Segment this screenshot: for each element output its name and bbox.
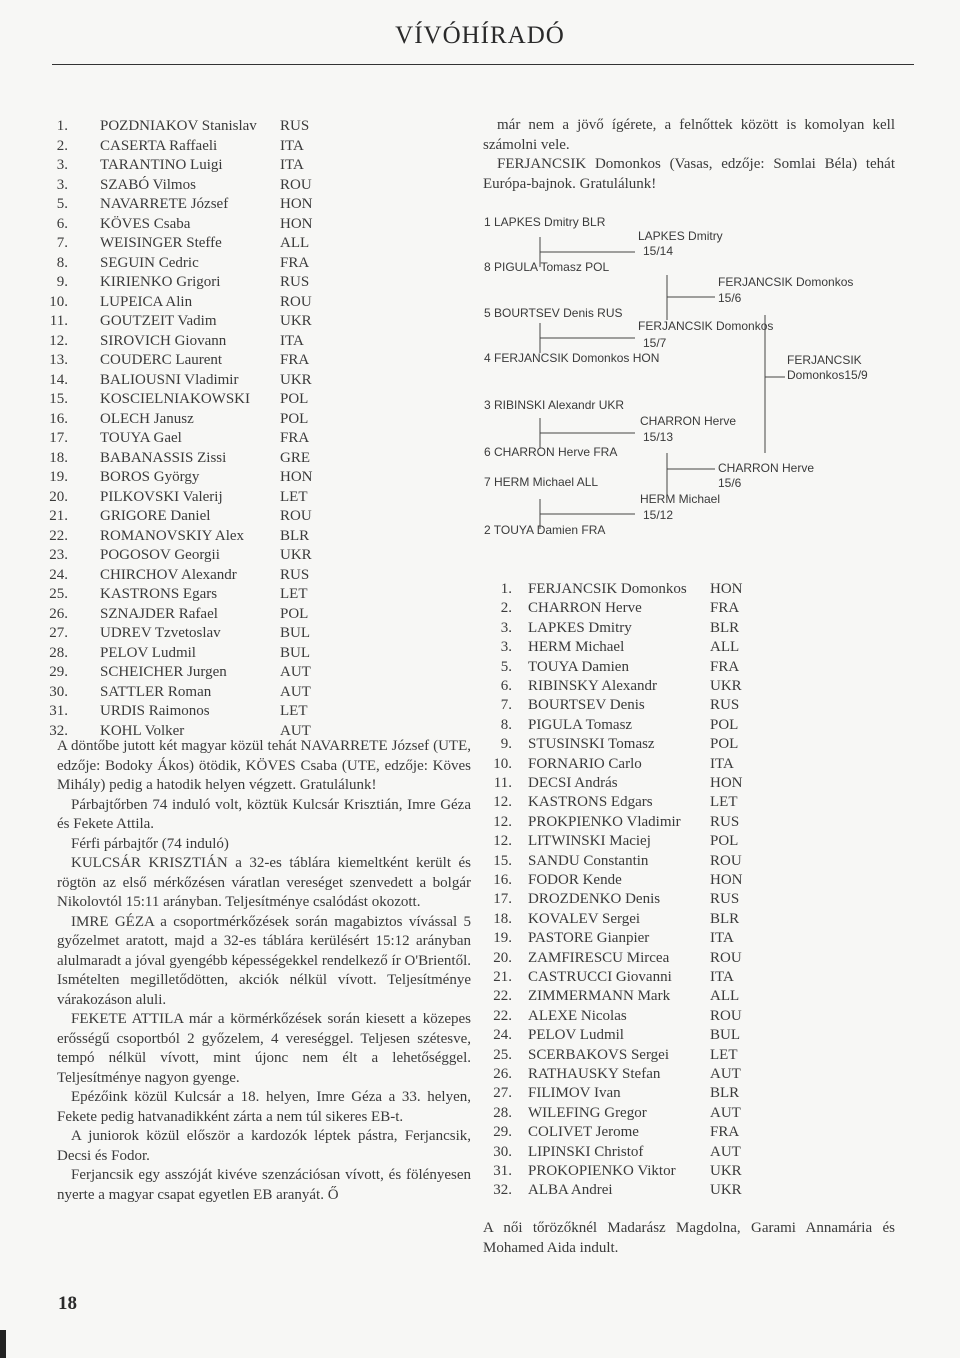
ranking-place: 21. <box>493 969 512 985</box>
junior-sabre-bracket <box>470 205 910 545</box>
ranking-country: RUS <box>710 813 740 830</box>
ranking-country: UKR <box>280 313 312 329</box>
ranking-name: WEISINGER Steffe <box>100 235 222 251</box>
ranking-country: AUT <box>710 1104 741 1121</box>
ranking-place: 1. <box>56 118 68 134</box>
ranking-name: DROZDENKO Denis <box>528 891 661 908</box>
ranking-name: GRIGORE Daniel <box>100 508 211 524</box>
ranking-name: LIPINSKI Christof <box>528 1143 644 1160</box>
ranking-place: 18. <box>493 910 512 927</box>
ranking-name: HERM Michael <box>528 639 625 656</box>
bracket-sf2-score: 15/6 <box>718 476 742 490</box>
ranking-name: PELOV Ludmil <box>528 1027 624 1044</box>
ranking-name: CHIRCHOV Alexandr <box>100 566 237 583</box>
ranking-place: 32. <box>493 1182 512 1199</box>
ranking-name: TOUYA Gael <box>100 430 182 446</box>
ranking-place: 1. <box>500 581 512 597</box>
ranking-name: GOUTZEIT Vadim <box>100 313 217 329</box>
ranking-place: 8. <box>56 254 68 271</box>
ranking-name: CASERTA Raffaeli <box>100 137 218 154</box>
ranking-country: UKR <box>280 547 312 563</box>
ranking-name: FERJANCSIK Domonkos <box>528 581 687 597</box>
ranking-country: FRA <box>280 352 310 368</box>
ranking-country: GRE <box>280 449 310 466</box>
ranking-country: ALL <box>710 639 740 656</box>
ranking-country: AUT <box>280 722 311 739</box>
ranking-name: POZDNIAKOV Stanislav <box>100 118 257 134</box>
ranking-country: LET <box>280 703 308 719</box>
ranking-country: ITA <box>280 137 304 154</box>
ranking-country: ROU <box>710 949 742 966</box>
ranking-country: BLR <box>280 527 310 544</box>
ranking-name: FODOR Kende <box>528 872 622 888</box>
ranking-place: 22. <box>49 527 68 544</box>
ranking-name: PIGULA Tomasz <box>528 716 633 733</box>
ranking-place: 28. <box>49 644 68 661</box>
ranking-place: 6. <box>500 678 512 694</box>
paragraph: A juniorok közül először a kardozók léptek pástra, Ferjancsik, Decsi és Fodor. <box>57 1128 471 1164</box>
bracket-qf1-score: 15/14 <box>643 244 674 258</box>
ranking-name: KASTRONS Edgars <box>528 794 653 811</box>
ranking-country: ALL <box>710 988 740 1005</box>
ranking-name: CHARRON Herve <box>528 600 642 617</box>
ranking-place: 22. <box>493 988 512 1005</box>
bracket-qf1-winner: LAPKES Dmitry <box>638 229 723 243</box>
ranking-country: BUL <box>280 625 310 641</box>
ranking-name: ZIMMERMANN Mark <box>528 988 671 1005</box>
ranking-country: LET <box>710 794 738 811</box>
ranking-place: 3. <box>56 157 68 173</box>
ranking-country: UKR <box>710 1182 742 1199</box>
ranking-country: ROU <box>280 293 312 310</box>
ranking-country: ROU <box>710 1007 742 1024</box>
ranking-name: TARANTINO Luigi <box>100 157 223 173</box>
ranking-place: 28. <box>493 1104 512 1121</box>
ranking-place: 20. <box>49 488 68 505</box>
bracket-final-winner: FERJANCSIK <box>787 353 862 367</box>
ranking-country: FRA <box>280 430 310 446</box>
ranking-name: PELOV Ludmil <box>100 644 196 661</box>
ranking-country: FRA <box>710 600 740 617</box>
ranking-country: AUT <box>280 664 311 680</box>
ranking-place: 12. <box>49 332 68 349</box>
ranking-place: 2. <box>500 600 512 617</box>
bracket-seed-5: 5 BOURTSEV Denis RUS <box>484 306 623 320</box>
ranking-name: LAPKES Dmitry <box>528 619 632 636</box>
page-edge-mark <box>0 1330 6 1358</box>
ranking-place: 7. <box>56 235 68 251</box>
ranking-place: 29. <box>49 664 68 680</box>
ranking-country: LET <box>710 1046 738 1063</box>
right-column-intro-text <box>483 116 895 194</box>
ranking-place: 8. <box>500 716 512 733</box>
ranking-name: SCERBAKOVS Sergei <box>528 1046 669 1063</box>
ranking-place: 30. <box>493 1143 512 1160</box>
ranking-name: DECSI András <box>528 775 618 791</box>
ranking-country: LET <box>280 488 308 505</box>
ranking-country: RUS <box>280 118 310 134</box>
page-number: 18 <box>58 1293 77 1314</box>
ranking-country: HON <box>280 215 313 232</box>
ranking-place: 32. <box>49 722 68 739</box>
paragraph: már nem a jövő ígérete, a felnőttek között is komolyan kell számolni vele. <box>483 117 895 153</box>
ranking-country: AUT <box>280 683 311 700</box>
ranking-place: 11. <box>493 775 512 791</box>
bracket-sf1-score: 15/6 <box>718 291 742 305</box>
ranking-place: 27. <box>49 625 68 641</box>
ranking-place: 7. <box>500 697 512 714</box>
bracket-seed-4: 4 FERJANCSIK Domonkos HON <box>484 351 660 365</box>
ranking-place: 24. <box>49 566 68 583</box>
ranking-name: SIROVICH Giovann <box>100 332 227 349</box>
bracket-seed-1: 1 LAPKES Dmitry BLR <box>484 215 606 229</box>
ranking-name: RATHAUSKY Stefan <box>528 1066 661 1082</box>
ranking-place: 31. <box>49 703 68 719</box>
bracket-qf2-score: 15/7 <box>643 336 667 350</box>
ranking-place: 26. <box>49 605 68 622</box>
ranking-place: 3. <box>500 639 512 656</box>
ranking-place: 20. <box>493 949 512 966</box>
ranking-name: WILEFING Gregor <box>528 1104 647 1121</box>
paragraph: FERJANCSIK Domonkos (Vasas, edzője: Somlai Béla) tehát Európa-bajnok. Gratulálunk! <box>483 156 895 192</box>
ranking-place: 13. <box>49 352 68 368</box>
ranking-place: 9. <box>56 274 68 290</box>
bracket-seed-7: 7 HERM Michael ALL <box>484 475 599 489</box>
bracket-qf2-winner: FERJANCSIK Domonkos <box>638 319 774 333</box>
ranking-place: 25. <box>493 1046 512 1063</box>
ranking-place: 22. <box>493 1007 512 1024</box>
ranking-place: 3. <box>500 619 512 636</box>
ranking-country: BLR <box>710 910 740 927</box>
ranking-place: 30. <box>49 683 68 700</box>
ranking-country: ALL <box>280 235 310 251</box>
ranking-country: ITA <box>710 755 734 772</box>
ranking-name: PROKOPIENKO Viktor <box>528 1163 676 1179</box>
ranking-name: PROKPIENKO Vladimir <box>528 813 681 830</box>
ranking-country: RUS <box>280 566 310 583</box>
ranking-country: ROU <box>710 852 742 869</box>
ranking-country: FRA <box>710 1124 740 1141</box>
ranking-place: 17. <box>49 430 68 446</box>
ranking-country: POL <box>710 736 739 753</box>
paragraph: Párbajtőrben 74 induló volt, köztük Kulcsár Krisztián, Imre Géza és Fekete Attila. <box>57 796 471 832</box>
ranking-name: KOHL Volker <box>100 722 185 739</box>
bracket-qf4-winner: HERM Michael <box>640 492 721 506</box>
ranking-place: 31. <box>493 1163 512 1179</box>
bracket-seed-3: 3 RIBINSKI Alexandr UKR <box>484 398 625 412</box>
ranking-place: 10. <box>49 293 68 310</box>
ranking-name: COLIVET Jerome <box>528 1124 639 1141</box>
ranking-name: SEGUIN Cedric <box>100 254 199 271</box>
ranking-country: UKR <box>710 1163 742 1179</box>
ranking-country: POL <box>710 716 739 733</box>
ranking-name: PASTORE Gianpier <box>528 930 650 947</box>
ranking-place: 16. <box>493 872 512 888</box>
ranking-place: 10. <box>493 755 512 772</box>
ranking-country: HON <box>280 196 313 212</box>
ranking-place: 9. <box>500 736 512 753</box>
ranking-country: ITA <box>280 157 304 173</box>
ranking-name: ZAMFIRESCU Mircea <box>528 949 670 966</box>
ranking-place: 3. <box>56 176 68 193</box>
paragraph: IMRE GÉZA a csoportmérkőzések során magabiztos vívással 5 győzelmet aratott, majd a 32-es táblára kerülésért 15:12 arányban alulmaradt a jóval gyengébb képességekkel rendelkező ír O'Brientől. Ismételten megilletődötten, akciók nélkül vívott. Teljesítménye várakozáson aluli. <box>57 913 471 1008</box>
ranking-name: KOVALEV Sergei <box>528 910 641 927</box>
ranking-country: HON <box>710 872 743 888</box>
ranking-country: ROU <box>280 508 312 524</box>
ranking-name: KÖVES Csaba <box>100 215 191 232</box>
ranking-country: POL <box>280 410 309 427</box>
ranking-country: POL <box>710 833 739 850</box>
ranking-country: ITA <box>710 930 734 947</box>
ranking-place: 12. <box>493 833 512 850</box>
ranking-place: 24. <box>493 1027 512 1044</box>
paragraph: KULCSÁR KRISZTIÁN a 32-es táblára kiemeltként került és rögtön az első mérkőzésen váratlan vereséget szenvedett a bolgár Nikolovtól 15:11 arányban. Teljesítménye csalódást okozott. <box>57 855 471 910</box>
ranking-name: NAVARRETE József <box>100 196 229 212</box>
ranking-name: ALEXE Nicolas <box>528 1007 627 1024</box>
ranking-name: SANDU Constantin <box>528 852 649 869</box>
ranking-name: ALBA Andrei <box>528 1182 613 1199</box>
ranking-country: ROU <box>280 176 312 193</box>
ranking-country: BLR <box>710 1085 740 1102</box>
ranking-name: BOROS György <box>100 469 200 485</box>
ranking-name: FILIMOV Ivan <box>528 1085 621 1102</box>
ranking-name: SATTLER Roman <box>100 683 212 700</box>
ranking-country: HON <box>710 775 743 791</box>
ranking-country: BUL <box>710 1027 740 1044</box>
ranking-name: BOURTSEV Denis <box>528 697 645 714</box>
bracket-qf4-score: 15/12 <box>643 508 674 522</box>
ranking-country: ITA <box>280 332 304 349</box>
footer-note: A női tőrözőknél Madarász Magdolna, Garami Annamária és Mohamed Aida indult. <box>483 1220 895 1256</box>
ranking-name: OLECH Janusz <box>100 410 194 427</box>
page-header-title: VÍVÓHÍRADÓ <box>395 22 565 49</box>
ranking-country: UKR <box>710 678 742 694</box>
ranking-country: AUT <box>710 1143 741 1160</box>
left-column-text <box>57 737 471 1205</box>
ranking-country: BLR <box>710 619 740 636</box>
ranking-place: 12. <box>493 794 512 811</box>
ranking-place: 11. <box>49 313 68 329</box>
ranking-name: ROMANOVSKIY Alex <box>100 527 245 544</box>
ranking-place: 14. <box>49 371 68 388</box>
ranking-country: ITA <box>710 969 734 985</box>
ranking-name: COUDERC Laurent <box>100 352 223 368</box>
ranking-place: 2. <box>56 137 68 154</box>
ranking-place: 19. <box>49 469 68 485</box>
bracket-qf3-score: 15/13 <box>643 430 674 444</box>
ranking-name: SZABÓ Vilmos <box>100 176 196 193</box>
ranking-name: PILKOVSKI Valerij <box>100 488 223 505</box>
ranking-country: HON <box>710 581 743 597</box>
ranking-country: POL <box>280 605 309 622</box>
ranking-name: SCHEICHER Jurgen <box>100 664 227 680</box>
bracket-sf2-winner: CHARRON Herve <box>718 461 815 475</box>
ranking-name: SZNAJDER Rafael <box>100 605 218 622</box>
header-rule <box>52 64 914 65</box>
ranking-place: 21. <box>49 508 68 524</box>
ranking-name: BABANASSIS Zissi <box>100 449 227 466</box>
ranking-name: RIBINSKY Alexandr <box>528 678 658 694</box>
ranking-place: 19. <box>493 930 512 947</box>
paragraph: A döntőbe jutott két magyar közül tehát NAVARRETE József (UTE, edzője: Bodoky Ákos) ötödik, KÖVES Csaba (UTE, edzője: Köves Mihály) pedig a hatodik helyen végzett. Gratulálunk! <box>57 738 471 793</box>
ranking-country: AUT <box>710 1066 741 1082</box>
ranking-name: KASTRONS Egars <box>100 586 218 602</box>
bracket-qf3-winner: CHARRON Herve <box>640 414 737 428</box>
ranking-country: FRA <box>710 658 740 675</box>
paragraph: Ferjancsik egy asszóját kivéve szenzációsan vívott, és fölényesen nyerte a magyar csapat egyetlen EB aranyát. Ő <box>57 1167 471 1203</box>
ranking-country: POL <box>280 391 309 407</box>
paragraph: Férfi párbajtőr (74 induló) <box>71 835 229 852</box>
ranking-country: FRA <box>280 254 310 271</box>
ranking-name: CASTRUCCI Giovanni <box>528 969 672 985</box>
ranking-place: 23. <box>49 547 68 563</box>
ranking-country: RUS <box>710 697 740 714</box>
bracket-seed-6: 6 CHARRON Herve FRA <box>484 445 618 459</box>
ranking-name: URDIS Raimonos <box>100 703 210 719</box>
ranking-place: 15. <box>49 391 68 407</box>
ranking-country: RUS <box>280 274 310 290</box>
paragraph: Epézőink közül Kulcsár a 18. helyen, Imre Géza a 33. helyen, Fekete pedig hatvanadikként zárta a nem túl sikeres EB-t. <box>57 1089 471 1125</box>
ranking-place: 17. <box>493 891 512 908</box>
ranking-country: BUL <box>280 644 310 661</box>
ranking-name: LITWINSKI Maciej <box>528 833 651 850</box>
ranking-country: UKR <box>280 371 312 388</box>
paragraph: FEKETE ATTILA már a körmérkőzések során kiesett a közepes erősségű csoportból 2 győzelem, 4 vereséggel. Teljesen szétesve, tempó nélkül vívott, mint újonc nem élt a lehetőséggel. Teljesítménye nagyon gyenge. <box>57 1011 471 1086</box>
ranking-name: BALIOUSNI Vladimir <box>100 371 239 388</box>
ranking-place: 26. <box>493 1066 512 1082</box>
ranking-place: 25. <box>49 586 68 602</box>
ranking-name: KIRIENKO Grigori <box>100 274 221 290</box>
bracket-seed-8: 8 PIGULA Tomasz POL <box>484 260 610 274</box>
ranking-name: LUPEICA Alin <box>100 293 193 310</box>
ranking-place: 15. <box>493 852 512 869</box>
ranking-place: 6. <box>56 215 68 232</box>
ranking-place: 16. <box>49 410 68 427</box>
ranking-place: 18. <box>49 449 68 466</box>
bracket-seed-2: 2 TOUYA Damien FRA <box>484 523 606 537</box>
ranking-place: 27. <box>493 1085 512 1102</box>
ranking-place: 29. <box>493 1124 512 1141</box>
ranking-country: LET <box>280 586 308 602</box>
ranking-name: POGOSOV Georgii <box>100 547 220 563</box>
ranking-country: HON <box>280 469 313 485</box>
ranking-country: RUS <box>710 891 740 908</box>
ranking-name: KOSCIELNIAKOWSKI <box>100 391 250 407</box>
ranking-name: FORNARIO Carlo <box>528 755 642 772</box>
ranking-name: UDREV Tzvetoslav <box>100 625 221 641</box>
ranking-place: 5. <box>56 196 68 212</box>
ranking-place: 5. <box>500 658 512 675</box>
ranking-name: TOUYA Damien <box>528 658 629 675</box>
ranking-name: STUSINSKI Tomasz <box>528 736 655 753</box>
bracket-final-score: Domonkos15/9 <box>787 368 868 382</box>
bracket-sf1-winner: FERJANCSIK Domonkos <box>718 275 854 289</box>
ranking-place: 12. <box>493 813 512 830</box>
